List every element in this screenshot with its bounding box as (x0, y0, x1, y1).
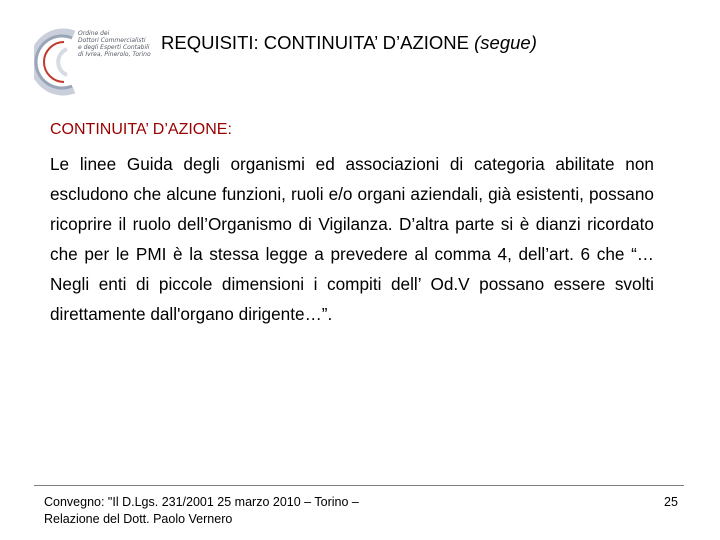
slide-title-main: REQUISITI: CONTINUITA’ D’AZIONE (161, 32, 469, 53)
body-paragraph: Le linee Guida degli organismi ed associazioni di categoria abilitate non escludono che alcune funzioni, ruoli e/o organi aziendali, già esistenti, possano ricoprire il ruolo dell’Organismo di Vigilanza. D’altra parte si è dianzi ricordato che per le PMI è la stessa legge a prevedere al comma 4, dell’art. 6 che “… Negli enti di piccole dimensioni i compiti dell’ Od.V possano essere svolti direttamente dall'organo dirigente…”. (50, 154, 654, 324)
page-number: 25 (664, 495, 678, 509)
logo-text (78, 30, 152, 58)
footer-caption (44, 494, 359, 528)
logo-text-line: di Ivrea, Pinerolo, Torino (78, 51, 151, 58)
slide-title-suffix: (segue) (474, 32, 537, 53)
logo-text-line: e degli Esperti Contabili (78, 44, 150, 51)
slide-title (161, 32, 537, 54)
logo-text-line: Dottori Commercialisti (78, 37, 146, 44)
logo (34, 24, 150, 104)
logo-emblem-icon (34, 24, 82, 104)
section-heading: CONTINUITA’ D’AZIONE: (50, 121, 232, 138)
footer-divider (34, 485, 684, 486)
logo-text-line: Ordine dei (78, 30, 110, 37)
footer-line-2: Relazione del Dott. Paolo Vernero (44, 512, 233, 526)
footer-line-1: Convegno: "Il D.Lgs. 231/2001 25 marzo 2010 – Torino – (44, 495, 359, 509)
